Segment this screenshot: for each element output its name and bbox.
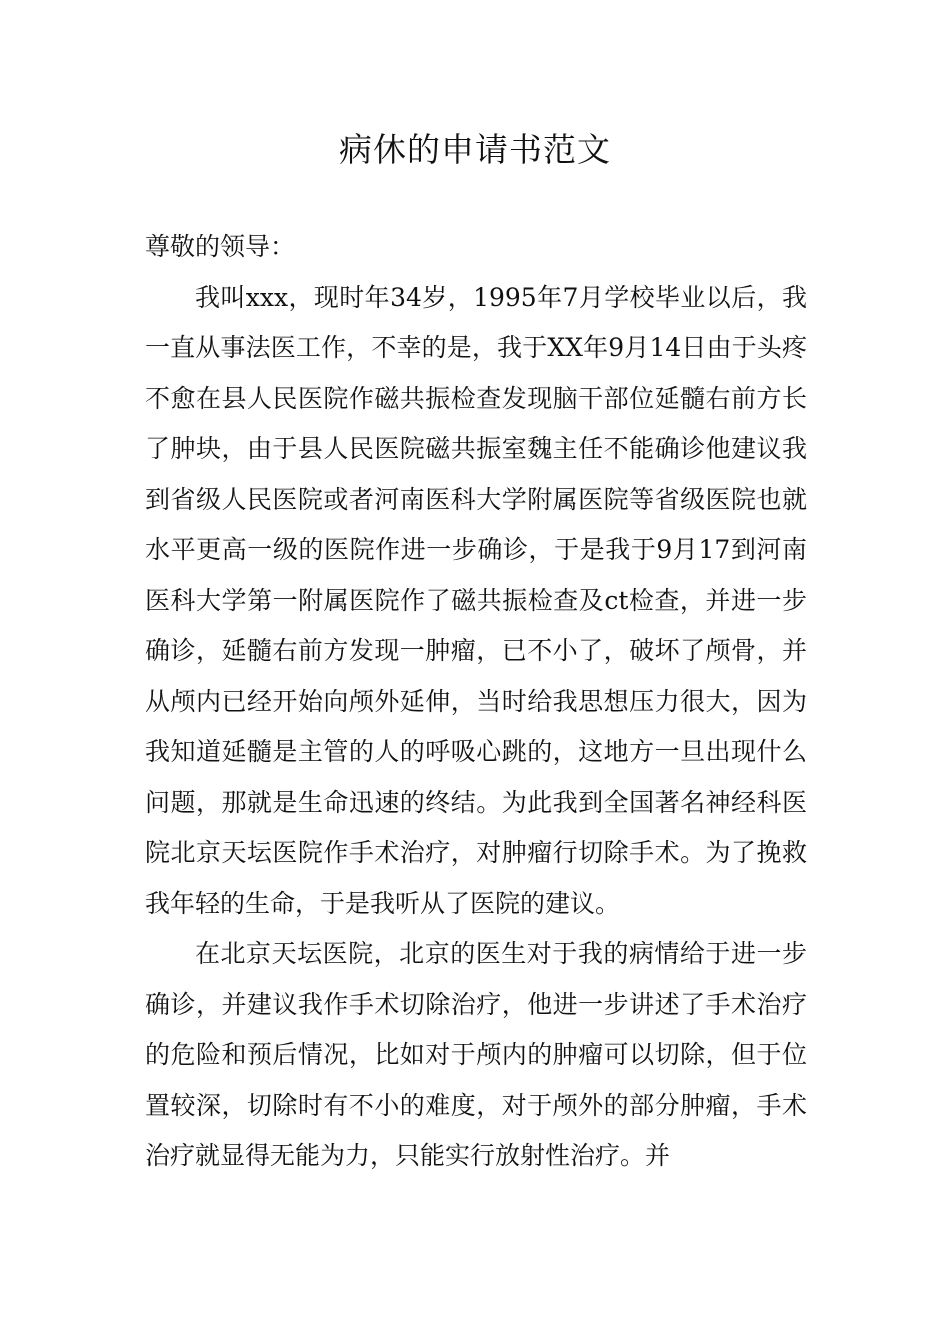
paragraph-1: 我叫xxx，现时年34岁，1995年7月学校毕业以后，我一直从事法医工作，不幸的是，我于XX年9月14日由于头疼不愈在县人民医院作磁共振检查发现脑干部位延髓右前方长了肿块，由于县人民医院磁共振室魏主任不能确诊他建议我到省级人民医院或者河南医科大学附属医院等省级医院也就水平更高一级的医院作进一步确诊，于是我于9月17到河南医科大学第一附属医院作了磁共振检查及ct检查，并进一步确诊，延髓右前方发现一肿瘤，已不小了，破坏了颅骨，并从颅内已经开始向颅外延伸，当时给我思想压力很大，因为我知道延髓是主管的人的呼吸心跳的，这地方一旦出现什么问题，那就是生命迅速的终结。为此我到全国著名神经科医院北京天坛医院作手术治疗，对肿瘤行切除手术。为了挽救我年轻的生命，于是我听从了医院的建议。 [145, 282, 807, 918]
document-body [145, 222, 807, 1182]
greeting-line: 尊敬的领导： [145, 232, 296, 261]
paragraph-2: 在北京天坛医院，北京的医生对于我的病情给于进一步确诊，并建议我作手术切除治疗，他进一步讲述了手术治疗的危险和预后情况，比如对于颅内的肿瘤可以切除，但于位置较深，切除时有不小的难度，对于颅外的部分肿瘤，手术治疗就显得无能为力，只能实行放射性治疗。并 [145, 939, 807, 1170]
document-title: 病休的申请书范文 [339, 130, 611, 169]
